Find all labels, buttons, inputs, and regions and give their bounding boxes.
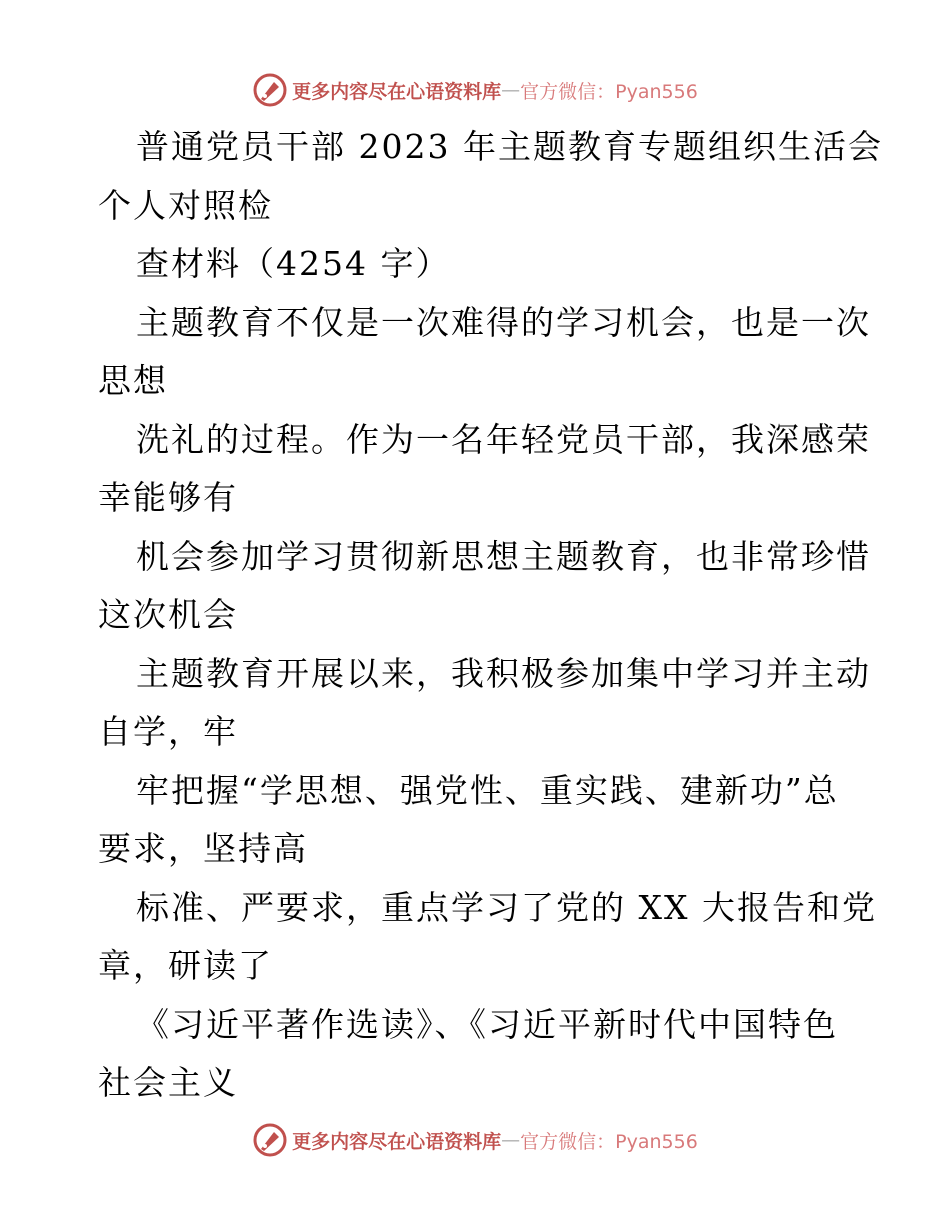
text-line: 自学，牢 (98, 712, 238, 751)
text-line: 思想 (98, 361, 168, 400)
text-line: 洗礼的过程。作为一名年轻党员干部，我深感荣 (136, 419, 871, 459)
text-line: 《习近平著作选读》、《习近平新时代中国特色 (136, 1004, 838, 1044)
text-line: 普通党员干部 2023 年主题教育专题组织生活会 (136, 127, 883, 166)
watermark-separator: — (501, 79, 521, 101)
watermark-wechat-text: 官方微信：Pyan556 (520, 80, 698, 103)
pen-nib-logo-icon (252, 1122, 288, 1158)
watermark-wechat-text: 官方微信：Pyan556 (520, 1130, 698, 1153)
text-line: 社会主义 (98, 1063, 238, 1102)
watermark-main-text: 更多内容尽在心语资料库 (292, 80, 502, 103)
text-line: 个人对照检 (98, 185, 273, 225)
text-line: 要求，坚持高 (98, 829, 308, 868)
text-line: 章，研读了 (98, 946, 273, 985)
text-line: 机会参加学习贯彻新思想主题教育，也非常珍惜 (136, 536, 871, 576)
header-watermark (0, 70, 950, 110)
text-line: 主题教育开展以来，我积极参加集中学习并主动 (136, 653, 871, 693)
watermark-separator: — (501, 1129, 521, 1151)
text-line: 标准、严要求，重点学习了党的 XX 大报告和党 (136, 887, 877, 927)
text-line: 这次机会 (98, 595, 238, 634)
text-line: 牢把握“学思想、强党性、重实践、建新功”总 (136, 770, 839, 810)
text-line: 查材料（4254 字） (136, 244, 451, 283)
text-line: 主题教育不仅是一次难得的学习机会，也是一次 (136, 302, 871, 342)
document-body (98, 118, 883, 1113)
footer-watermark (0, 1120, 950, 1160)
text-line: 幸能够有 (98, 478, 238, 517)
pen-nib-logo-icon (252, 72, 288, 108)
watermark-main-text: 更多内容尽在心语资料库 (292, 1130, 502, 1153)
